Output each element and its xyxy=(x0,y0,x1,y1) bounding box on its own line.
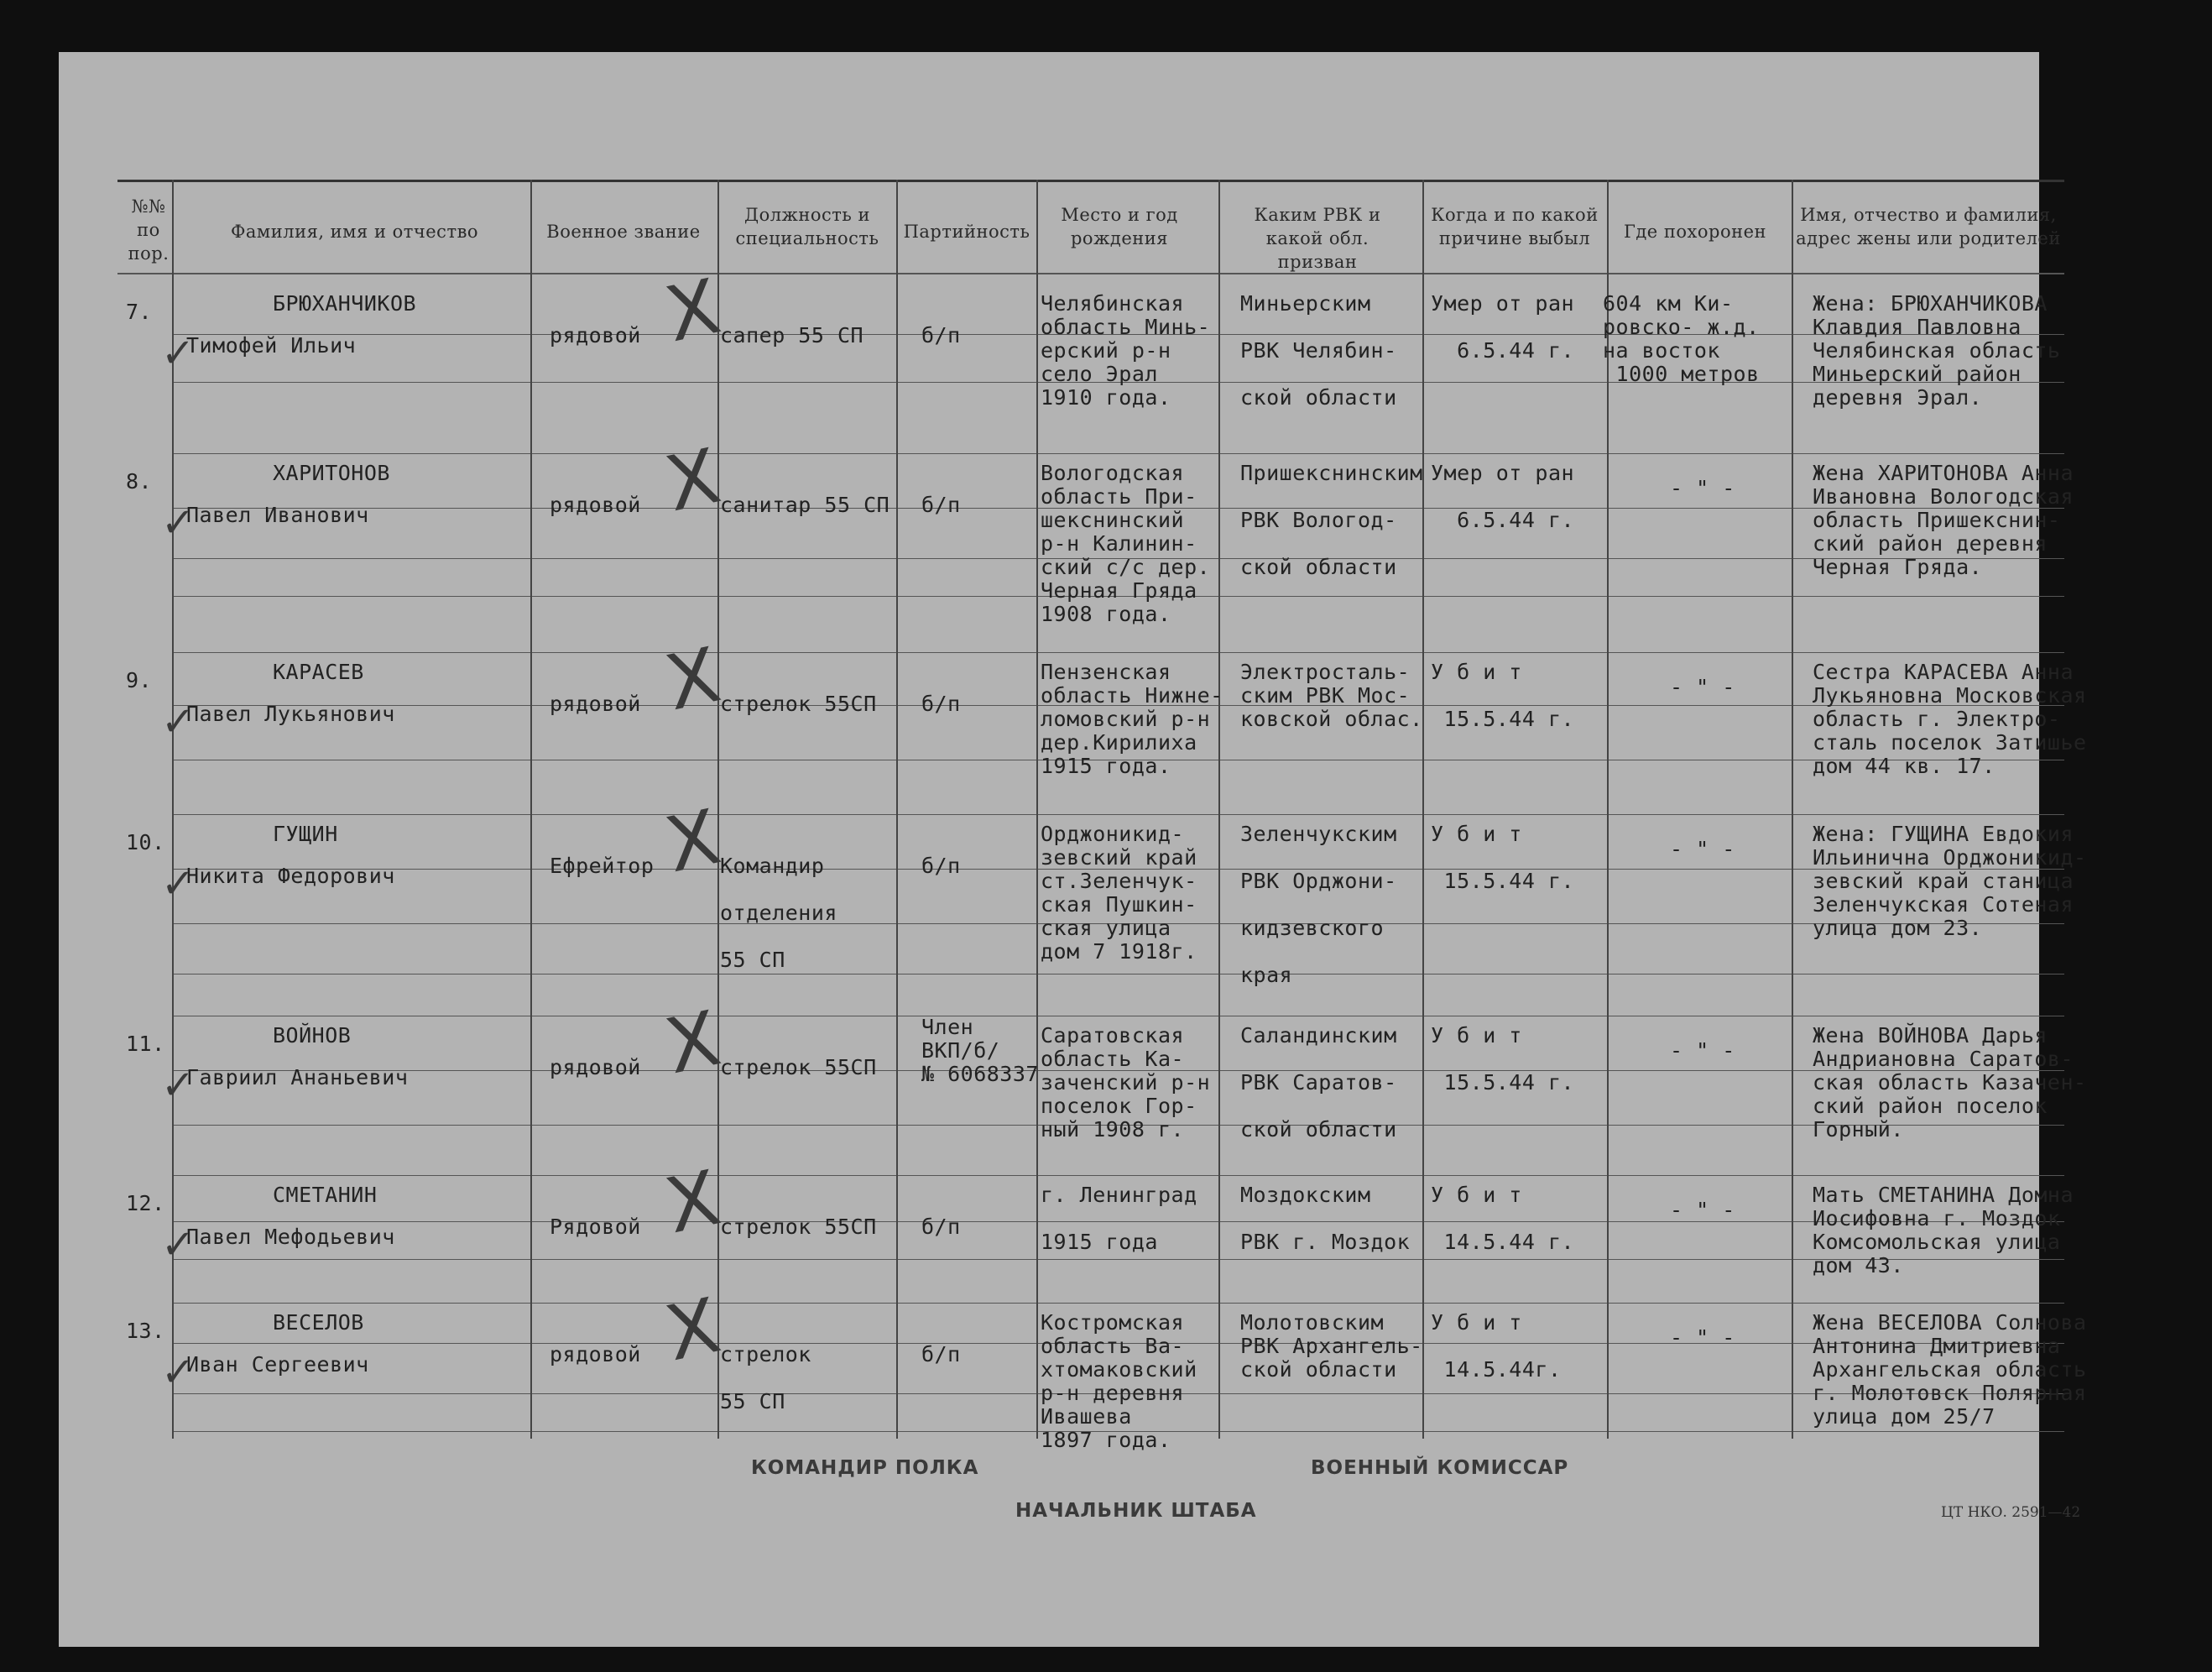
row-birthplace: г. Ленинград 1915 года xyxy=(1041,1183,1197,1254)
row-number: 10. xyxy=(126,830,165,854)
row-burial: - " - xyxy=(1670,1038,1735,1063)
row-burial: - " - xyxy=(1670,1198,1735,1222)
row-family: Жена ВЕСЕЛОВА Солнова Антонина Дмитриевна Архангельская область г. Молотовск Полярная улица дом 25/7 xyxy=(1813,1310,2087,1429)
row-birthplace: Пензенская область Нижне- ломовский р-н дер.Кирилиха 1915 года. xyxy=(1041,660,1223,778)
chief-of-staff-label: НАЧАЛЬНИК ШТАБА xyxy=(1015,1500,1257,1522)
row-rank: рядовой xyxy=(550,493,641,517)
header-party: Партийность xyxy=(903,222,1030,242)
row-family: Жена: ГУЩИНА Евдокия Ильинична Орджоникид- зевский край станица Зеленчукская Сотеная улица дом 23. xyxy=(1813,822,2087,940)
row-date-reason: Умер от ран 6.5.44 г. xyxy=(1431,461,1575,532)
row-position: стрелок 55СП xyxy=(720,1215,877,1239)
header-when: Когда и по какой причине выбыл xyxy=(1431,205,1599,248)
row-draft-office: Молотовским РВК Архангель- ской области xyxy=(1240,1310,1423,1382)
row-given-names: Тимофей Ильич xyxy=(186,333,357,358)
grid-line xyxy=(530,180,532,1439)
commissar-signature-label: ВОЕННЫЙ КОМИССАР xyxy=(1311,1457,1569,1479)
row-number: 11. xyxy=(126,1032,165,1056)
torn-corner xyxy=(1989,0,2190,52)
row-given-names: Павел Иванович xyxy=(186,503,369,527)
row-burial: - " - xyxy=(1670,837,1735,861)
row-given-names: Никита Федорович xyxy=(186,864,395,888)
row-family: Сестра КАРАСЕВА Анна Лукьяновна Московская область г. Электро- сталь поселок Затишье дом 44 кв. 17. xyxy=(1813,660,2087,778)
row-birthplace: Челябинская область Минь- ерский р-н село Эрал 1910 года. xyxy=(1041,291,1211,410)
cross-mark-icon: X xyxy=(658,262,728,360)
checkmark-icon: ✓ xyxy=(161,860,196,907)
row-number: 12. xyxy=(126,1191,165,1215)
header-birth: Место и год рождения xyxy=(1061,205,1178,248)
row-rank: рядовой xyxy=(550,323,641,347)
row-given-names: Павел Мефодьевич xyxy=(186,1225,395,1249)
grid-line xyxy=(1422,180,1424,1439)
grid-line xyxy=(172,652,2064,653)
row-draft-office: Миньерским РВК Челябин- ской области xyxy=(1240,291,1397,410)
row-surname: ВОЙНОВ xyxy=(273,1023,352,1048)
grid-line xyxy=(1218,180,1220,1439)
row-burial: - " - xyxy=(1670,476,1735,500)
row-date-reason: У б и т 14.5.44г. xyxy=(1431,1310,1562,1382)
cross-mark-icon: X xyxy=(658,1153,728,1251)
row-number: 13. xyxy=(126,1319,165,1343)
row-given-names: Иван Сергеевич xyxy=(186,1352,369,1377)
row-rank: рядовой xyxy=(550,1342,641,1366)
grid-line xyxy=(172,814,2064,815)
row-number: 8. xyxy=(126,469,153,494)
grid-line xyxy=(117,180,2064,182)
row-surname: ВЕСЕЛОВ xyxy=(273,1310,364,1335)
row-surname: ХАРИТОНОВ xyxy=(273,461,390,485)
row-burial: 604 км Ки- ровско- ж.д. на восток 1000 метров xyxy=(1603,291,1760,386)
row-date-reason: У б и т 15.5.44 г. xyxy=(1431,1023,1575,1095)
row-surname: БРЮХАНЧИКОВ xyxy=(273,291,417,316)
checkmark-icon: ✓ xyxy=(161,1062,196,1109)
cross-mark-icon: X xyxy=(658,994,728,1092)
cross-mark-icon: X xyxy=(658,792,728,891)
row-party: б/п xyxy=(921,854,961,878)
row-date-reason: У б и т 14.5.44 г. xyxy=(1431,1183,1575,1254)
header-rank: Военное звание xyxy=(546,222,701,242)
checkmark-icon: ✓ xyxy=(161,698,196,745)
row-rank: Рядовой xyxy=(550,1215,641,1239)
grid-line xyxy=(172,453,2064,454)
row-burial: - " - xyxy=(1670,675,1735,699)
cross-mark-icon: X xyxy=(658,1281,728,1379)
grid-line xyxy=(172,1303,2064,1304)
row-date-reason: У б и т 15.5.44 г. xyxy=(1431,660,1575,731)
row-party: б/п xyxy=(921,493,961,517)
row-number: 9. xyxy=(126,668,153,692)
row-rank: Ефрейтор xyxy=(550,854,655,878)
row-draft-office: Саландинским РВК Саратов- ской области xyxy=(1240,1023,1397,1142)
row-number: 7. xyxy=(126,300,153,324)
row-rank: рядовой xyxy=(550,1055,641,1079)
header-rvk: Каким РВК и какой обл. призван xyxy=(1254,205,1381,272)
row-position: Командир отделения 55 СП xyxy=(720,854,837,972)
row-family: Мать СМЕТАНИНА Домна Иосифовна г. Моздок Комсомольская улица дом 43. xyxy=(1813,1183,2074,1278)
cross-mark-icon: X xyxy=(658,630,728,729)
row-position: сапер 55 СП xyxy=(720,323,864,347)
row-party: б/п xyxy=(921,323,961,347)
row-party: Член ВКП/б/ № 6068337 xyxy=(921,1015,1039,1086)
row-date-reason: Умер от ран 6.5.44 г. xyxy=(1431,291,1575,363)
row-family: Жена: БРЮХАНЧИКОВА Клавдия Павловна Челябинская область Миньерский район деревня Эрал. xyxy=(1813,291,2061,410)
cross-mark-icon: X xyxy=(658,431,728,530)
grid-line xyxy=(117,273,2064,274)
row-party: б/п xyxy=(921,692,961,716)
row-given-names: Павел Лукьянович xyxy=(186,702,395,726)
grid-line xyxy=(1792,180,1793,1439)
commander-signature-label: КОМАНДИР ПОЛКА xyxy=(751,1457,979,1479)
header-num: №№ по пор. xyxy=(128,196,170,264)
grid-line xyxy=(717,180,719,1439)
row-burial: - " - xyxy=(1670,1325,1735,1350)
header-position: Должность и специальность xyxy=(735,205,879,248)
row-given-names: Гавриил Ананьевич xyxy=(186,1065,409,1089)
row-birthplace: Костромская область Ва- хтомаковский р-н деревня Ивашева 1897 года. xyxy=(1041,1310,1197,1452)
row-draft-office: Пришекснинским РВК Вологод- ской области xyxy=(1240,461,1423,579)
row-draft-office: Электросталь- ским РВК Мос- ковской облас. xyxy=(1240,660,1423,731)
row-position: стрелок 55СП xyxy=(720,692,877,716)
header-buried: Где похоронен xyxy=(1623,222,1767,242)
row-birthplace: Орджоникид- зевский край ст.Зеленчук- ская Пушкин- ская улица дом 7 1918г. xyxy=(1041,822,1197,964)
row-family: Жена ХАРИТОНОВА Анна Ивановна Вологодская область Пришекснин- ский район деревня Черная Гряда. xyxy=(1813,461,2074,579)
row-family: Жена ВОЙНОВА Дарья Андриановна Саратов- ская область Казачен- ский район поселок Горный. xyxy=(1813,1023,2087,1142)
row-birthplace: Саратовская область Ка- заченский р-н поселок Гор- ный 1908 г. xyxy=(1041,1023,1211,1142)
row-surname: ГУЩИН xyxy=(273,822,338,846)
row-rank: рядовой xyxy=(550,692,641,716)
row-draft-office: Зеленчукским РВК Орджони- кидзевского края xyxy=(1240,822,1397,987)
row-position: санитар 55 СП xyxy=(720,493,890,517)
row-party: б/п xyxy=(921,1342,961,1366)
row-surname: КАРАСЕВ xyxy=(273,660,364,684)
row-date-reason: У б и т 15.5.44 г. xyxy=(1431,822,1575,893)
grid-line xyxy=(896,180,898,1439)
row-party: б/п xyxy=(921,1215,961,1239)
form-code: ЦТ НКО. 2591—42 xyxy=(1941,1504,2081,1521)
grid-line xyxy=(1036,180,1038,1439)
checkmark-icon: ✓ xyxy=(161,1221,196,1268)
header-family: Имя, отчество и фамилия, адрес жены или родителей xyxy=(1796,205,2061,248)
row-surname: СМЕТАНИН xyxy=(273,1183,378,1207)
header-name: Фамилия, имя и отчество xyxy=(230,222,479,242)
row-position: стрелок 55 СП xyxy=(720,1342,811,1413)
grid-line xyxy=(172,1175,2064,1176)
checkmark-icon: ✓ xyxy=(161,330,196,377)
row-birthplace: Вологодская область При- шекснинский р-н Калинин- ский с/с дер. Черная Гряда 1908 года. xyxy=(1041,461,1211,626)
row-draft-office: Моздокским РВК г. Моздок xyxy=(1240,1183,1411,1254)
grid-line xyxy=(172,1259,2064,1260)
checkmark-icon: ✓ xyxy=(161,499,196,546)
row-position: стрелок 55СП xyxy=(720,1055,877,1079)
checkmark-icon: ✓ xyxy=(161,1349,196,1396)
